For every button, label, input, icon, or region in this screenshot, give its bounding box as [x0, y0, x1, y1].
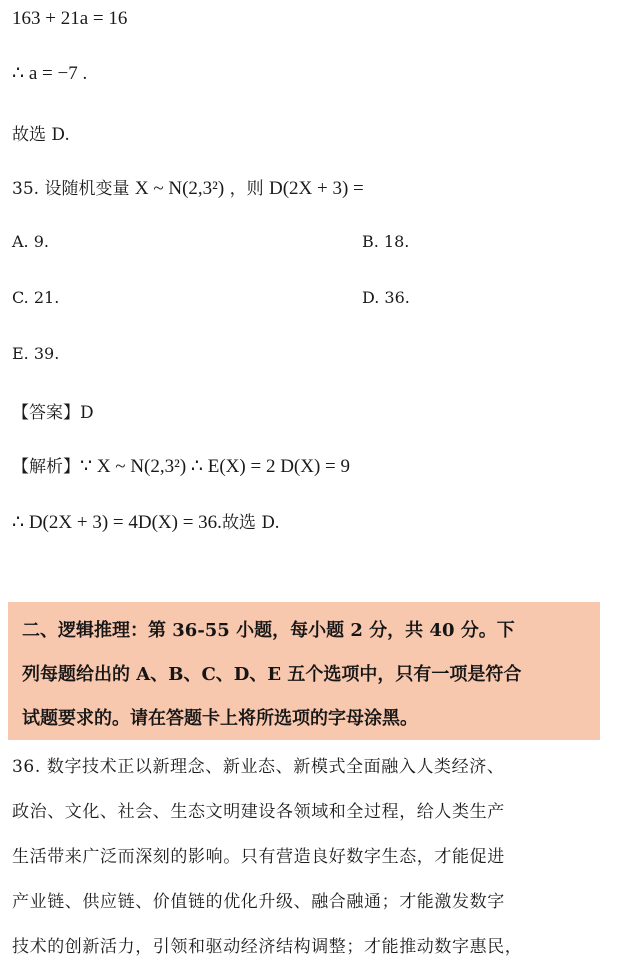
- question-36-line-5: 技术的创新活力，引领和驱动经济结构调整；才能推动数字惠民，: [12, 937, 523, 957]
- banner-line-3: 试题要求的。请在答题卡上将所选项的字母涂黑。: [22, 708, 418, 729]
- question-36-line-4: 产业链、供应链、价值链的优化升级、融合融通；才能激发数字: [12, 892, 505, 912]
- analysis-line-2: [12, 508, 280, 534]
- option-b: B. 18.: [362, 232, 410, 251]
- option-d: D. 36.: [362, 288, 410, 307]
- question-36-line-2: 政治、文化、社会、生态文明建设各领域和全过程，给人类生产: [12, 802, 505, 822]
- option-c: C. 21.: [12, 288, 60, 307]
- analysis-line-1: [12, 452, 350, 478]
- option-a: A. 9.: [12, 232, 49, 251]
- question-36-line-1: 36. 数字技术正以新理念、新业态、新模式全面融入人类经济、: [12, 757, 505, 777]
- analysis-math: ∵ X ~ N(2,3²) ∴ E(X) = 2 D(X) = 9: [80, 456, 351, 477]
- banner-line-1: 二、逻辑推理：第 36-55 小题，每小题 2 分，共 40 分。下: [22, 620, 515, 641]
- question-35-distribution: X ~ N(2,3²): [134, 178, 225, 199]
- question-35: [12, 174, 364, 200]
- choose-d-line: 故选 D.: [12, 125, 70, 145]
- option-e: E. 39.: [12, 344, 60, 363]
- equation-line-1: 163 + 21a = 16: [12, 8, 128, 29]
- question-35-prefix: 35. 设随机变量: [12, 179, 135, 199]
- analysis-line-2-math: ∴ D(2X + 3) = 4D(X) = 36.: [12, 512, 222, 533]
- section-banner: [8, 602, 600, 740]
- analysis-label: 【解析】: [12, 457, 80, 477]
- question-35-expression: D(2X + 3) =: [268, 178, 364, 199]
- question-36-line-3: 生活带来广泛而深刻的影响。只有营造良好数字生态，才能促进: [12, 847, 505, 867]
- banner-line-2: 列每题给出的 A、B、C、D、E 五个选项中，只有一项是符合: [22, 664, 522, 685]
- analysis-line-2-tail: 故选 D.: [221, 513, 280, 533]
- equation-line-2: ∴ a = −7 .: [12, 63, 88, 84]
- question-35-mid: ，则: [224, 179, 269, 199]
- answer-line: 【答案】D: [12, 403, 94, 423]
